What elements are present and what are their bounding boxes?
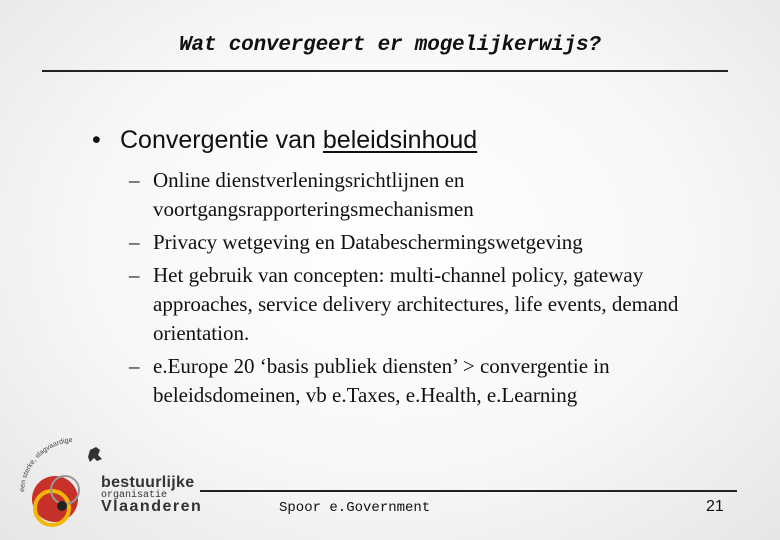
subitem-list <box>129 166 689 414</box>
dash-icon: – <box>129 263 140 287</box>
subitem <box>129 228 689 257</box>
logo-arc-text: een sterke, slagvaardige <box>18 436 73 493</box>
footer-text: Spoor e.Government <box>279 500 431 516</box>
subitem <box>129 261 689 348</box>
logo-text-organisatie: organisatie <box>101 490 168 501</box>
logo-text-bestuurlijke: bestuurlijke <box>101 474 195 491</box>
logo-center-dot <box>57 501 67 511</box>
bullet-prefix: Convergentie van <box>120 126 323 154</box>
subitem <box>129 166 689 224</box>
dash-icon: – <box>129 168 140 192</box>
bullet-text <box>120 126 477 155</box>
subitem-text: Privacy wetgeving en Databeschermingswetgeving <box>153 230 583 254</box>
lion-icon <box>88 447 102 462</box>
dash-icon: – <box>129 354 140 378</box>
title-underline <box>42 70 728 72</box>
bullet-dot-icon: • <box>92 126 101 154</box>
slide-title: Wat convergeert er mogelijkerwijs? <box>179 34 601 57</box>
footer-rule <box>200 490 737 492</box>
subitem-text: e.Europe 20 ‘basis publiek diensten’ > convergentie in beleidsdomeinen, vb e.Taxes, e.Health, e.Learning <box>153 354 610 407</box>
subitem <box>129 352 689 410</box>
subitem-text: Online dienstverleningsrichtlijnen en voortgangsrapporteringsmechanismen <box>153 168 474 221</box>
dash-icon: – <box>129 230 140 254</box>
bullet-emphasis: beleidsinhoud <box>322 126 478 154</box>
page-number: 21 <box>706 498 724 515</box>
subitem-text: Het gebruik van concepten: multi-channel policy, gateway approaches, service delivery architectures, life events, demand orientation. <box>153 263 679 345</box>
logo-text-vlaanderen: Vlaanderen <box>101 498 203 515</box>
